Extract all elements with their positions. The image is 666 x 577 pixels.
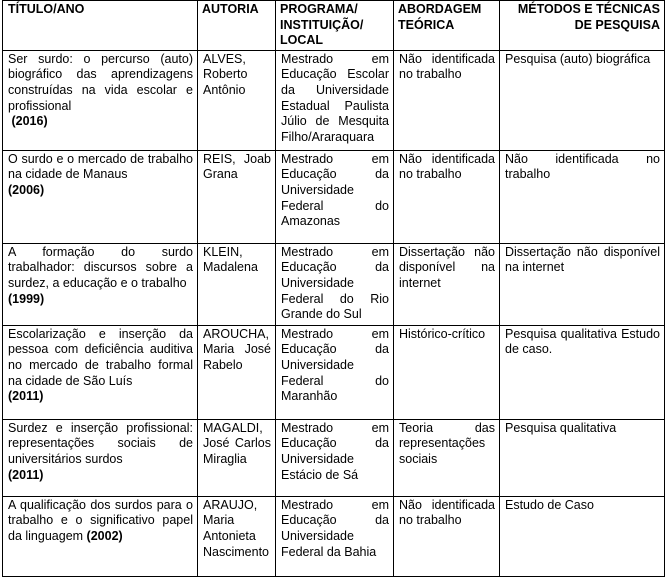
cell-methods: Pesquisa qualitativa <box>500 419 665 496</box>
cell-title <box>3 50 198 150</box>
cell-program: Mestrado em Educação da Universidade Estácio de Sá <box>276 419 394 496</box>
table-row <box>3 496 665 576</box>
header-autoria: AUTORIA <box>198 1 276 51</box>
cell-author: MAGALDI, José Carlos Miraglia <box>198 419 276 496</box>
cell-approach: Não identificada no trabalho <box>394 150 500 243</box>
title-text: A formação do surdo trabalhador: discursos sobre a surdez, a educação e o trabalho <box>8 244 193 290</box>
cell-title <box>3 150 198 243</box>
year-text: (2011) <box>8 467 44 482</box>
year-text: (1999) <box>8 291 45 306</box>
table-row <box>3 419 665 496</box>
title-text: Escolarização e inserção da pessoa com deficiência auditiva no mercado de trabalho formal na cidade de São Luís <box>8 326 193 388</box>
cell-author: ARAUJO, Maria Antonieta Nascimento <box>198 496 276 576</box>
table-row <box>3 243 665 325</box>
cell-author: KLEIN, Madalena <box>198 243 276 325</box>
year-text: (2002) <box>86 528 123 543</box>
research-table <box>2 0 665 577</box>
document-page <box>2 0 665 577</box>
year-text: (2016) <box>11 114 48 129</box>
cell-program: Mestrado em Educação da Universidade Federal do Rio Grande do Sul <box>276 243 394 325</box>
cell-approach: Histórico-crítico <box>394 325 500 419</box>
cell-approach: Dissertação não disponível na internet <box>394 243 500 325</box>
title-text: A qualificação dos surdos para o trabalho e o significativo papel da linguagem <box>8 497 193 543</box>
cell-title <box>3 419 198 496</box>
year-text: (2006) <box>8 182 45 197</box>
cell-methods: Pesquisa (auto) biográfica <box>500 50 665 150</box>
cell-approach: Teoria das representações sociais <box>394 419 500 496</box>
cell-approach: Não identificada no trabalho <box>394 50 500 150</box>
cell-methods: Estudo de Caso <box>500 496 665 576</box>
table-row <box>3 150 665 243</box>
cell-program: Mestrado em Educação da Universidade Federal do Maranhão <box>276 325 394 419</box>
cell-program: Mestrado em Educação Escolar da Universidade Estadual Paulista Júlio de Mesquita Filho/Araraquara <box>276 50 394 150</box>
cell-program: Mestrado em Educação da Universidade Federal da Bahia <box>276 496 394 576</box>
title-text: Ser surdo: o percurso (auto) biográfico das aprendizagens construídas na vida escolar e profissional <box>8 51 193 113</box>
title-text: Surdez e inserção profissional: representações sociais de universitários surdos <box>8 420 193 466</box>
cell-methods: Dissertação não disponível na internet <box>500 243 665 325</box>
cell-title <box>3 243 198 325</box>
table-row <box>3 50 665 150</box>
cell-title <box>3 496 198 576</box>
cell-author: AROUCHA, Maria José Rabelo <box>198 325 276 419</box>
cell-approach: Não identificada no trabalho <box>394 496 500 576</box>
header-row <box>3 1 665 51</box>
header-titulo: TÍTULO/ANO <box>3 1 198 51</box>
cell-methods: Pesquisa qualitativa Estudo de caso. <box>500 325 665 419</box>
cell-author: REIS, Joab Grana <box>198 150 276 243</box>
year-text: (2011) <box>8 389 44 404</box>
cell-title <box>3 325 198 419</box>
title-text: O surdo e o mercado de trabalho na cidade de Manaus <box>8 151 193 182</box>
header-programa: PROGRAMA/ INSTITUIÇÃO/ LOCAL <box>276 1 394 51</box>
cell-methods: Não identificada no trabalho <box>500 150 665 243</box>
cell-program: Mestrado em Educação da Universidade Federal do Amazonas <box>276 150 394 243</box>
cell-author: ALVES, Roberto Antônio <box>198 50 276 150</box>
header-metodos: MÉTODOS E TÉCNICAS DE PESQUISA <box>500 1 665 51</box>
header-abordagem: ABORDAGEM TEÓRICA <box>394 1 500 51</box>
table-row <box>3 325 665 419</box>
